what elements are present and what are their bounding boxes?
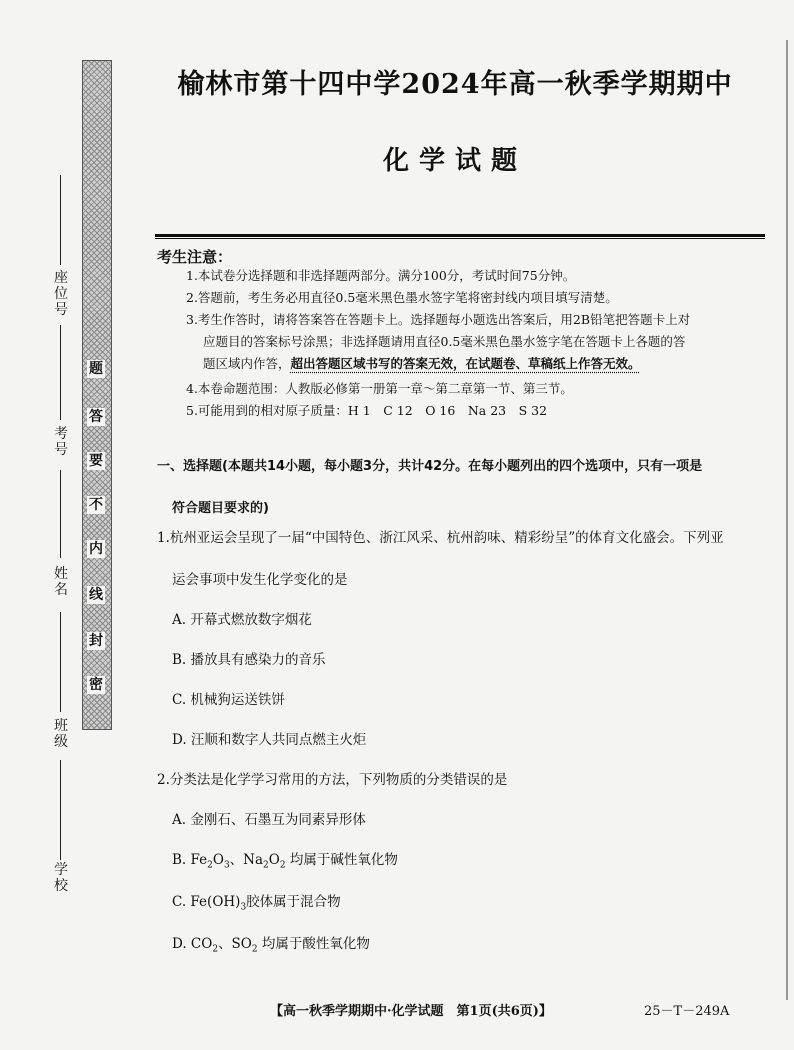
notice-item: 5.可能用到的相对原子质量：H 1 C 12 O 16 Na 23 S 32	[186, 403, 548, 418]
paper-code: 25－T－249A	[644, 1004, 730, 1019]
exam-number-label: 考号	[54, 426, 68, 458]
option-a: A. 开幕式燃放数字烟花	[172, 612, 312, 628]
name-label: 姓名	[54, 566, 68, 598]
header-rule	[155, 234, 765, 237]
notice-text: 题区域内作答，	[203, 356, 291, 371]
exam-number-line	[60, 325, 61, 420]
option-b: B. 播放具有感染力的音乐	[172, 652, 326, 668]
notice-item: 4.本卷命题范围：人教版必修第一册第一章～第二章第一节、第三节。	[186, 381, 573, 396]
notice-item: 2.答题前，考生务必用直径0.5毫米黑色墨水签字笔将密封线内项目填写清楚。	[186, 290, 618, 305]
option-b: B. $Fe_2O_3$、$Na_2O_2$ 均属于碱性氧化物	[172, 852, 398, 871]
notice-emphasis: 超出答题区域书写的答案无效，在试题卷、草稿纸上作答无效。	[290, 356, 641, 371]
question-stem: 2.分类法是化学学习常用的方法，下列物质的分类错误的是	[157, 772, 508, 788]
section-title-line: 一、选择题(本题共14小题，每小题3分，共计42分。在每小题列出的四个选项中，只有一项是	[157, 459, 703, 474]
notice-item-emphasis-row	[203, 353, 766, 375]
page-footer: 【高一秋季学期期中·化学试题 第1页(共6页)】	[270, 1004, 552, 1019]
binding-word: 线	[89, 587, 103, 603]
option-text: 均属于碱性氧化物	[289, 852, 398, 868]
option-d: D. $CO_2$、$SO_2$ 均属于酸性氧化物	[172, 936, 370, 955]
notice-item: 1.本试卷分选择题和非选择题两部分。满分100分，考试时间75分钟。	[186, 268, 576, 283]
header-rule-thin	[155, 238, 765, 239]
binding-strip	[82, 60, 112, 730]
binding-word: 密	[89, 677, 103, 693]
exam-subtitle: 化学试题	[382, 146, 527, 176]
section-title	[157, 446, 767, 530]
class-line	[60, 612, 61, 712]
class-label: 班级	[54, 718, 68, 750]
binding-word: 要	[89, 453, 103, 469]
question-stem: 1.杭州亚运会呈现了一届“中国特色、浙江风采、杭州韵味、精彩纷呈”的体育文化盛会。下列亚	[157, 530, 724, 546]
option-c: C. 机械狗运送铁饼	[172, 692, 285, 708]
option-text: 胶体属于混合物	[246, 894, 341, 910]
option-c: C. $Fe(OH)_3$胶体属于混合物	[172, 894, 341, 913]
option-d: D. 汪顺和数字人共同点燃主火炬	[172, 732, 367, 748]
seat-number-label: 座位号	[54, 270, 68, 318]
option-a: A. 金刚石、石墨互为同素异形体	[172, 812, 366, 828]
binding-word: 题	[89, 361, 103, 377]
notice-item: 应题目的答案标号涂黑；非选择题请用直径0.5毫米黑色墨水签字笔在答题卡上各题的答	[203, 334, 686, 349]
option-text: 均属于酸性氧化物	[261, 936, 370, 952]
page-edge	[786, 40, 788, 1000]
notice-heading: 考生注意：	[157, 248, 233, 266]
school-label: 学校	[54, 862, 68, 894]
section-title-line: 符合题目要求的)	[172, 501, 269, 516]
binding-word: 内	[89, 541, 103, 557]
question-stem: 运会事项中发生化学变化的是	[172, 572, 348, 588]
binding-word: 不	[89, 497, 103, 513]
seat-line	[60, 175, 61, 265]
exam-title: 榆林市第十四中学2024年高一秋季学期期中	[177, 69, 733, 100]
school-line	[60, 760, 61, 860]
binding-word: 封	[89, 633, 103, 649]
binding-word: 答	[89, 409, 103, 425]
notice-item: 3.考生作答时，请将答案答在答题卡上。选择题每小题选出答案后，用2B铅笔把答题卡上对	[186, 312, 691, 327]
name-line	[60, 470, 61, 558]
